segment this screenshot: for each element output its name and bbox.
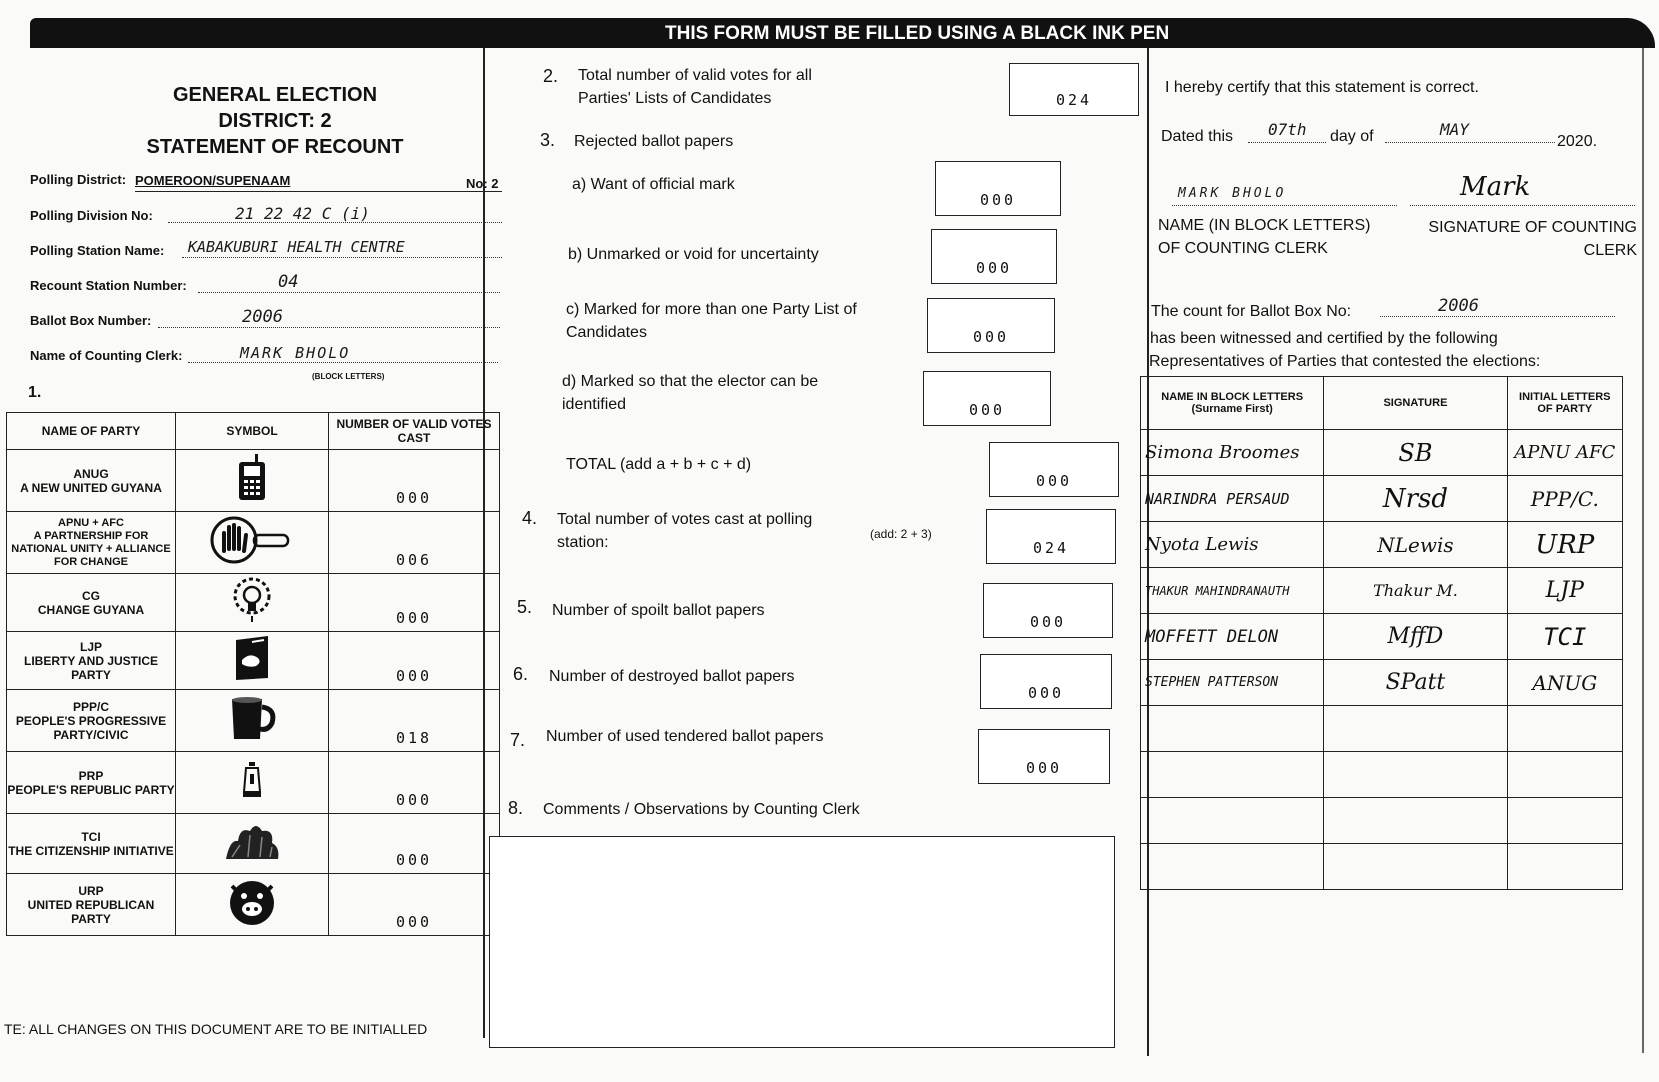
polling-division-value: 21 22 42 C (i) — [235, 204, 370, 223]
q3a-value: 000 — [979, 191, 1017, 209]
q5-value: 000 — [1029, 613, 1067, 631]
table-row — [7, 450, 500, 512]
dotted-line — [1410, 205, 1635, 206]
bush-icon — [176, 814, 329, 874]
rep-name: Nyota Lewis — [1141, 522, 1324, 568]
representatives-text: Representatives of Parties that contested the elections: — [1149, 353, 1541, 370]
votes-cell: 000 — [329, 450, 500, 512]
table-row — [1141, 522, 1623, 568]
lantern-icon — [176, 752, 329, 814]
polling-district-label: Polling District: — [30, 172, 127, 187]
q7-label: Number of used tendered ballot papers — [546, 728, 824, 745]
table-row — [1141, 660, 1623, 706]
recount-station-value: 04 — [278, 272, 299, 292]
cow-icon — [176, 874, 329, 936]
dotted-line — [1380, 316, 1615, 317]
votes-cell: 000 — [329, 874, 500, 936]
block-letters-note: (BLOCK LETTERS) — [312, 372, 385, 381]
q6-label: Number of destroyed ballot papers — [549, 668, 795, 685]
q5-box — [983, 583, 1113, 638]
total-box — [989, 442, 1119, 497]
dated-label: Dated this — [1161, 128, 1234, 145]
day-of-label: day of — [1330, 128, 1374, 145]
empty-cell — [1324, 798, 1507, 844]
party-name-cell: ANUG A NEW UNITED GUYANA — [7, 450, 176, 512]
q6-box — [980, 654, 1112, 709]
rep-signature: Thakur M. — [1324, 568, 1507, 614]
clerk-name-value: MARK BHOLO — [1178, 186, 1287, 201]
party-table — [6, 412, 500, 936]
empty-cell — [1507, 798, 1622, 844]
dotted-line — [1248, 142, 1326, 143]
q3c-label: c) Marked for more than one Party List of Candidates — [566, 301, 857, 341]
q5-number: 5. — [517, 597, 533, 617]
empty-cell — [1141, 752, 1324, 798]
district-no: No: 2 — [466, 176, 499, 191]
header-district: DISTRICT: 2 — [218, 110, 332, 132]
column-header: NAME IN BLOCK LETTERS (Surname First) — [1141, 377, 1324, 430]
q2-label: Total number of valid votes for all Parties' Lists of Candidates — [578, 67, 812, 107]
q3b-box — [931, 229, 1057, 284]
dotted-line — [158, 327, 500, 328]
party-name-cell: PRP PEOPLE'S REPUBLIC PARTY — [7, 752, 176, 814]
table-row — [1141, 614, 1623, 660]
table-row — [7, 512, 500, 574]
q7-value: 000 — [1025, 759, 1063, 777]
party-name-cell: CG CHANGE GUYANA — [7, 574, 176, 632]
rep-signature: NLewis — [1324, 522, 1507, 568]
table-row — [1141, 752, 1623, 798]
q4-box — [986, 509, 1116, 564]
dotted-line — [1172, 205, 1397, 206]
footer-note: TE: ALL CHANGES ON THIS DOCUMENT ARE TO BE INITIALLED — [4, 1021, 428, 1037]
column-header: NUMBER OF VALID VOTES CAST — [329, 413, 500, 450]
q3c-value: 000 — [972, 328, 1010, 346]
party-name-cell: URP UNITED REPUBLICAN PARTY — [7, 874, 176, 936]
q3a-label: a) Want of official mark — [572, 176, 735, 193]
empty-cell — [1141, 706, 1324, 752]
q2-number: 2. — [543, 66, 559, 86]
q3b-label: b) Unmarked or void for uncertainty — [568, 246, 819, 263]
polling-station-value: KABAKUBURI HEALTH CENTRE — [188, 238, 405, 256]
votes-cell: 018 — [329, 690, 500, 752]
counting-clerk-value: MARK BHOLO — [240, 344, 351, 362]
votes-cell: 006 — [329, 512, 500, 574]
column-header: SYMBOL — [176, 413, 329, 450]
rep-signature: SPatt — [1324, 660, 1507, 706]
polling-division-label: Polling Division No: — [30, 208, 153, 223]
q3c-box — [927, 298, 1055, 353]
q4-label: Total number of votes cast at polling station: — [557, 511, 813, 551]
certify-text: I hereby certify that this statement is correct. — [1165, 79, 1479, 96]
q3d-label: d) Marked so that the elector can be identified — [562, 373, 819, 413]
q2-box — [1009, 63, 1139, 116]
divider — [1642, 48, 1644, 1053]
table-row — [7, 752, 500, 814]
q2-value: 024 — [1055, 91, 1093, 109]
q3d-box — [923, 371, 1051, 426]
empty-cell — [1507, 706, 1622, 752]
empty-cell — [1324, 752, 1507, 798]
dotted-line — [1385, 142, 1555, 143]
party-name-cell: TCI THE CITIZENSHIP INITIATIVE — [7, 814, 176, 874]
table-row — [1141, 568, 1623, 614]
empty-cell — [1141, 798, 1324, 844]
count-box-value: 2006 — [1438, 296, 1479, 316]
q8-label: Comments / Observations by Counting Clerk — [543, 801, 860, 818]
rep-party: PPP/C. — [1507, 476, 1622, 522]
table-row — [7, 632, 500, 690]
table-row — [1141, 430, 1623, 476]
table-row — [1141, 706, 1623, 752]
rep-name: NARINDRA PERSAUD — [1141, 476, 1324, 522]
header-statement: STATEMENT OF RECOUNT — [146, 136, 404, 158]
name-label: NAME (IN BLOCK LETTERS) OF COUNTING CLERK — [1158, 217, 1371, 257]
total-label: TOTAL (add a + b + c + d) — [566, 456, 752, 473]
cup-icon — [176, 690, 329, 752]
table-row — [1141, 476, 1623, 522]
signature-label: SIGNATURE OF COUNTING CLERK — [1428, 219, 1637, 259]
hand-key-icon — [176, 512, 329, 574]
table-row — [1141, 844, 1623, 890]
q3a-box — [935, 161, 1061, 216]
rep-signature: Nrsd — [1324, 476, 1507, 522]
rep-party: LJP — [1507, 568, 1622, 614]
column-header: NAME OF PARTY — [7, 413, 176, 450]
count-for-label: The count for Ballot Box No: — [1151, 303, 1352, 320]
party-name-cell: PPP/C PEOPLE'S PROGRESSIVE PARTY/CIVIC — [7, 690, 176, 752]
q3-number: 3. — [540, 130, 556, 150]
rep-name: THAKUR MAHINDRANAUTH — [1141, 568, 1324, 614]
party-name-cell: APNU + AFC A PARTNERSHIP FOR NATIONAL UNITY + ALLIANCE FOR CHANGE — [7, 512, 176, 574]
recount-station-label: Recount Station Number: — [30, 278, 187, 293]
dotted-line — [198, 292, 500, 293]
empty-cell — [1507, 752, 1622, 798]
votes-cell: 000 — [329, 814, 500, 874]
handshake-icon — [176, 632, 329, 690]
rep-party: ANUG — [1507, 660, 1622, 706]
empty-cell — [1324, 706, 1507, 752]
column-header: INITIAL LETTERS OF PARTY — [1507, 377, 1622, 430]
table-row — [7, 874, 500, 936]
rep-name: MOFFETT DELON — [1141, 614, 1324, 660]
year-text: 2020. — [1557, 133, 1598, 150]
q4-value: 024 — [1032, 539, 1070, 557]
representatives-table — [1140, 376, 1623, 890]
dotted-line — [182, 257, 502, 258]
total-value: 000 — [1035, 472, 1073, 490]
dotted-line — [188, 362, 498, 363]
instruction-banner — [30, 18, 1655, 48]
q3b-value: 000 — [975, 259, 1013, 277]
table-row — [7, 690, 500, 752]
column-header: SIGNATURE — [1324, 377, 1507, 430]
ballot-box-label: Ballot Box Number: — [30, 313, 152, 328]
section-number: 1. — [28, 384, 42, 401]
banner-text: THIS FORM MUST BE FILLED USING A BLACK INK PEN — [665, 23, 1170, 44]
q6-number: 6. — [513, 664, 529, 684]
q4-number: 4. — [522, 508, 538, 528]
underline — [135, 191, 502, 192]
rep-party: APNU AFC — [1507, 430, 1622, 476]
votes-cell: 000 — [329, 752, 500, 814]
counting-clerk-label: Name of Counting Clerk: — [30, 348, 183, 363]
empty-cell — [1507, 844, 1622, 890]
q6-value: 000 — [1027, 684, 1065, 702]
month-value: MAY — [1440, 120, 1469, 139]
rep-name: Simona Broomes — [1141, 430, 1324, 476]
rep-signature: MffD — [1324, 614, 1507, 660]
polling-station-label: Polling Station Name: — [30, 243, 165, 258]
phone-icon — [176, 450, 329, 512]
header-title: GENERAL ELECTION — [172, 84, 378, 106]
rep-signature: SB — [1324, 430, 1507, 476]
q7-number: 7. — [510, 730, 526, 750]
clerk-signature: Mark — [1460, 172, 1531, 202]
q4-add-note: (add: 2 + 3) — [870, 527, 932, 541]
q5-label: Number of spoilt ballot papers — [552, 602, 765, 619]
empty-cell — [1141, 844, 1324, 890]
party-name-cell: LJP LIBERTY AND JUSTICE PARTY — [7, 632, 176, 690]
table-header-row — [7, 413, 500, 450]
empty-cell — [1324, 844, 1507, 890]
rep-party: URP — [1507, 522, 1622, 568]
rep-party: TCI — [1507, 614, 1622, 660]
votes-cell: 000 — [329, 632, 500, 690]
q3d-value: 000 — [968, 401, 1006, 419]
table-row — [7, 814, 500, 874]
ballot-box-value: 2006 — [242, 307, 283, 327]
day-value: 07th — [1268, 120, 1307, 139]
polling-district-value: POMEROON/SUPENAAM — [135, 173, 291, 188]
table-row — [1141, 798, 1623, 844]
lightbulb-icon — [176, 574, 329, 632]
votes-cell: 000 — [329, 574, 500, 632]
q8-number: 8. — [508, 798, 524, 818]
q3-label: Rejected ballot papers — [574, 133, 734, 150]
rep-name: STEPHEN PATTERSON — [1141, 660, 1324, 706]
comments-box — [489, 836, 1115, 1048]
table-header-row — [1141, 377, 1623, 430]
q7-box — [978, 729, 1110, 784]
table-row — [7, 574, 500, 632]
witnessed-text: has been witnessed and certified by the following — [1150, 330, 1498, 347]
